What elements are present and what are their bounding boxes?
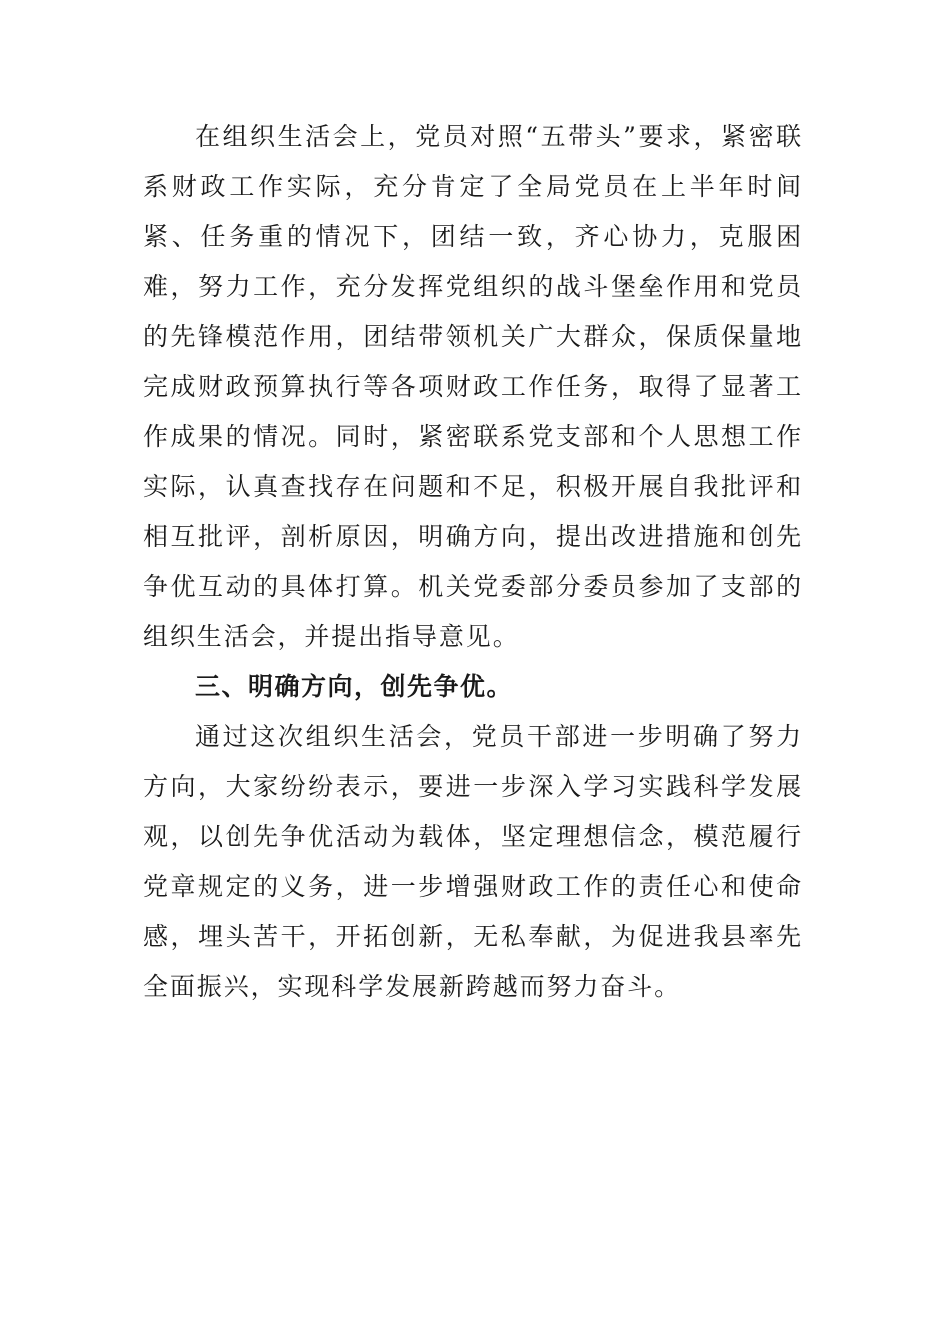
section-heading: 三、明确方向，创先争优。 [195,672,514,701]
body-paragraph: 通过这次组织生活会，党员干部进一步明确了努力方向，大家纷纷表示，要进一步深入学习实践科学发展观，以创先争优活动为载体，坚定理想信念，模范履行党章规定的义务，进一步增强财政工作的责任心和使命感，埋头苦干，开拓创新，无私奉献，为促进我县率先全面振兴，实现科学发展新跨越而努力奋斗。 [143,722,803,1001]
body-paragraph: 在组织生活会上，党员对照“五带头”要求，紧密联系财政工作实际，充分肯定了全局党员在上半年时间紧、任务重的情况下，团结一致，齐心协力，克服困难，努力工作，充分发挥党组织的战斗堡垒作用和党员的先锋模范作用，团结带领机关广大群众，保质保量地完成财政预算执行等各项财政工作任务，取得了显著工作成果的情况。同时，紧密联系党支部和个人思想工作实际，认真查找存在问题和不足，积极开展自我批评和相互批评，剖析原因，明确方向，提出改进措施和创先争优互动的具体打算。机关党委部分委员参加了支部的组织生活会，并提出指导意见。 [143,122,803,651]
document-body [143,112,803,1012]
